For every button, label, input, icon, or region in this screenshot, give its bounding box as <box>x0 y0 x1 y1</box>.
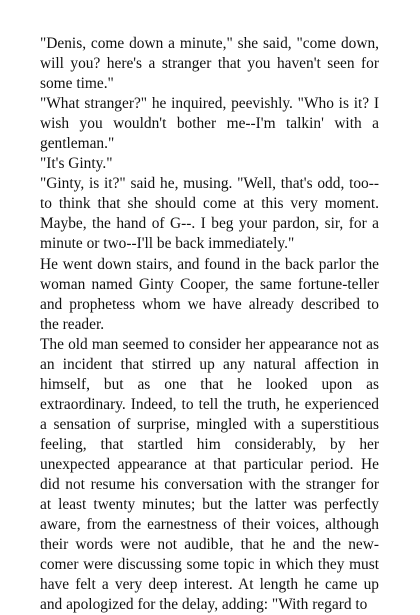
paragraph-ginty-is-it: "Ginty, is it?" said he, musing. "Well, that's odd, too--to think that she should come at this very moment. Maybe, the hand of G--. I beg your pardon, sir, for a minute or two--I'll be back immediately." <box>40 175 379 253</box>
paragraph-old-man-seemed: The old man seemed to consider her appearance not as an incident that stirred up any natural affection in himself, but as one that he looked upon as extraordinary. Indeed, to tell the truth, he experienced a sensation of surprise, mingled with a superstitious feeling, that startled him considerably, by her unexpected appearance at that particular period. He did not resume his conversation with the stranger for at least twenty minutes; but the latter was perfectly aware, from the earnestness of their voices, although their words were not audible, that he and the new-comer were discussing some topic in which they must have felt a very deep interest. At length he came up and apologized for the delay, adding: "With regard to <box>40 335 379 614</box>
paragraph-went-down-stairs: He went down stairs, and found in the back parlor the woman named Ginty Cooper, the same fortune-teller and prophetess whom we have already described to the reader. <box>40 255 379 333</box>
paragraph-its-ginty: "It's Ginty." <box>40 155 113 173</box>
book-page-text <box>40 34 379 615</box>
paragraph-denis-come-down: "Denis, come down a minute," she said, "come down, will you? here's a stranger that you haven't seen for some time." <box>40 35 379 93</box>
paragraph-what-stranger: "What stranger?" he inquired, peevishly. "Who is it? I wish you wouldn't bother me--I'm talkin' with a gentleman." <box>40 95 379 153</box>
